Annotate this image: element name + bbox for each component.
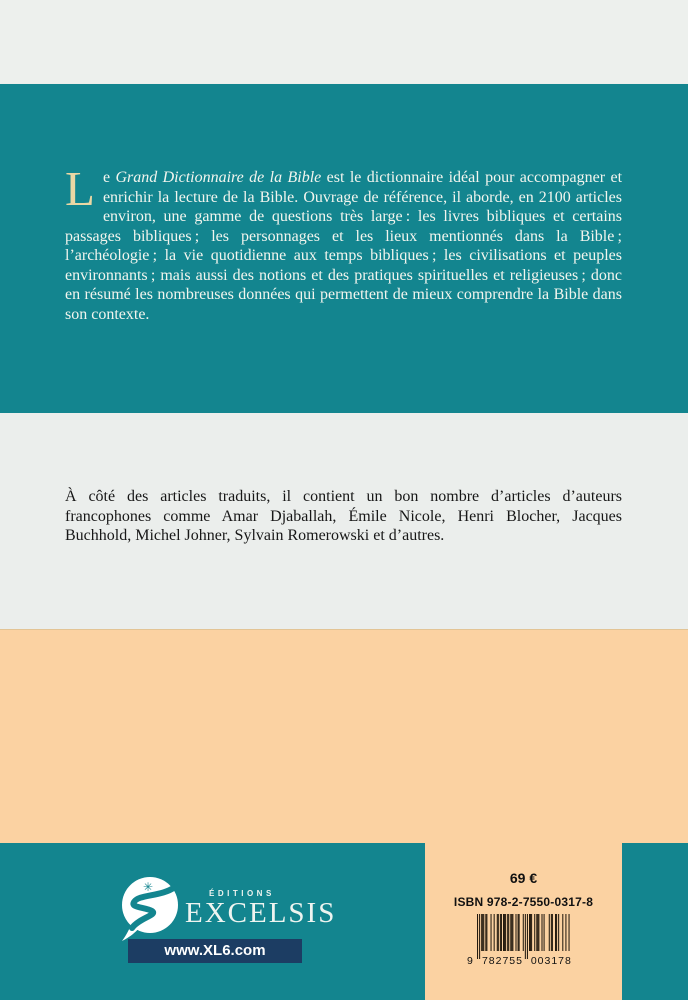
svg-text:9: 9 [466, 955, 473, 967]
publisher-name: EXCELSIS [185, 897, 337, 929]
top-blank-band [0, 0, 688, 85]
blurb-lead: e [102, 169, 116, 186]
contributors-band [0, 413, 688, 629]
star-icon: ✳ [143, 880, 154, 894]
bottom-right-teal-block [622, 843, 688, 1000]
editions-label: ÉDITIONS [209, 889, 275, 898]
teal-blurb-band [0, 84, 688, 413]
blurb-paragraph [65, 161, 623, 324]
svg-text:782755: 782755 [481, 955, 522, 967]
sales-column [425, 843, 622, 1000]
bottom-section [0, 843, 688, 1000]
dropcap-letter: L [65, 161, 95, 216]
blurb-body: est le dictionnaire idéal pour accompagner et enrichir la lecture de la Bible. Ouvrage de référence, il aborde, en 2100 articles environ, une gamme de questions très large : les livres bibliques et certains passages bibliques ; les personnages et les lieux mentionnés dans la Bible ; l’archéologie ; la vie quotidienne aux temps bibliques ; les civilisations et peuples environnants ; mais aussi des notions et des pratiques spirituelles et religieuses ; donc en résumé les nombreuses données qui permettent de mieux comprendre la Bible dans son contexte. [65, 169, 623, 323]
peach-blank-band [0, 629, 688, 844]
excelsis-river-logo-icon [119, 875, 182, 941]
publisher-block [0, 843, 425, 1000]
contributors-paragraph: À côté des articles traduits, il contient un bon nombre d’articles d’auteurs francophones comme Amar Djaballah, Émile Nicole, Henri Blocher, Jacques Buchhold, Michel Johner, Sylvain Romerowski et d’autres. [65, 488, 622, 544]
publisher-wordmark [185, 889, 336, 928]
ean13-barcode [465, 914, 577, 967]
isbn-label: ISBN 978-2-7550-0317-8 [453, 895, 594, 909]
book-title-italic: Grand Dictionnaire de la Bible [115, 169, 322, 186]
price-label: 69 € [509, 870, 538, 886]
website-box: www.XL6.com [128, 939, 302, 963]
svg-text:003178: 003178 [530, 955, 571, 967]
